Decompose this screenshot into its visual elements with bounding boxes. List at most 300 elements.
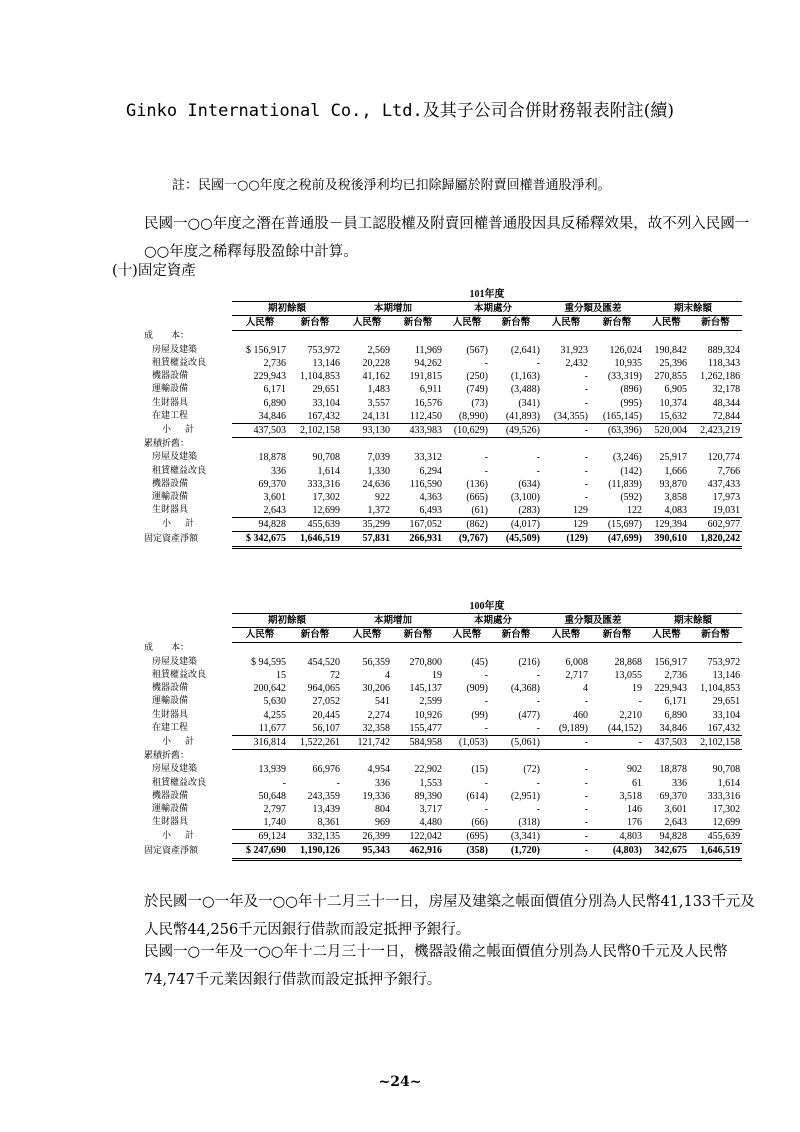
value-cell: (136) (466, 478, 488, 490)
value-cell: 72,844 (689, 410, 742, 424)
value-cell: (45) (471, 656, 488, 668)
row-label: 生財器具 (152, 709, 189, 720)
value-cell: 12,699 (288, 504, 342, 518)
value-cell: (15) (471, 764, 488, 776)
value-cell: 61 (632, 777, 642, 789)
value-cell: 964,065 (307, 683, 340, 695)
currency-header-ntd: 新台幣 (392, 628, 444, 642)
value-cell (542, 642, 590, 656)
value-cell: 24,131 (342, 410, 392, 424)
value-cell: - (542, 423, 590, 437)
value-cell: - (542, 844, 590, 859)
value-cell: (9,767) (444, 532, 490, 547)
value-cell: 6,890 (263, 397, 286, 409)
currency-header-ntd: 新台幣 (490, 316, 542, 330)
value-cell: 1,104,853 (300, 371, 340, 383)
table-row (142, 410, 742, 424)
value-cell: 120,774 (707, 452, 741, 464)
value-cell (644, 750, 689, 764)
value-cell: 6,493 (392, 504, 444, 518)
fixed-assets-table-100 (142, 600, 742, 861)
footnote: 註：民國一○○年度之稅前及稅後淨利均已扣除歸屬於附賣回權普通股淨利。 (172, 178, 611, 193)
value-cell: 121,742 (342, 735, 392, 749)
currency-header-ntd: 新台幣 (689, 628, 742, 642)
value-cell: 6,905 (664, 384, 687, 396)
value-cell: 12,699 (689, 816, 742, 830)
table-row (142, 709, 742, 722)
value-cell: (3,341) (490, 830, 542, 844)
value-cell: - (584, 803, 588, 815)
value-cell: 4,363 (419, 491, 442, 503)
value-cell: (44,152) (590, 722, 644, 736)
table-row (142, 776, 742, 789)
value-cell: 922 (375, 491, 390, 503)
table-row (142, 438, 742, 452)
value-cell: 229,943 (654, 683, 687, 695)
value-cell: 243,359 (307, 790, 340, 802)
value-cell: (283) (490, 504, 542, 518)
value-cell (590, 330, 644, 344)
table-row (142, 357, 742, 370)
value-cell: 3,601 (263, 491, 286, 503)
year-header-row (142, 600, 742, 614)
value-cell: (3,488) (510, 384, 540, 396)
value-cell: 50,648 (258, 790, 286, 802)
value-cell (490, 750, 542, 764)
year-label: 101年度 (232, 288, 742, 302)
value-cell: 122 (590, 504, 644, 518)
value-cell: 336 (672, 777, 687, 789)
currency-header-rmb: 人民幣 (342, 628, 392, 642)
value-cell: 3,557 (367, 397, 390, 409)
table-row (142, 816, 742, 830)
value-cell: 902 (627, 764, 642, 776)
currency-header-rmb: 人民幣 (232, 316, 288, 330)
value-cell: 13,146 (712, 670, 741, 682)
value-cell: 2,102,158 (689, 735, 742, 749)
value-cell: (1,163) (510, 371, 540, 383)
value-cell: (72) (523, 764, 540, 776)
value-cell: 26,399 (342, 830, 392, 844)
value-cell: (749) (466, 384, 488, 396)
value-cell (288, 642, 342, 656)
value-cell: - (444, 722, 490, 736)
table-row (142, 451, 742, 464)
table-row (142, 790, 742, 803)
value-cell (542, 750, 590, 764)
row-label: 租賃權益改良 (152, 465, 207, 476)
row-label: 房屋及建築 (152, 452, 198, 463)
row-label: 固定資產淨額 (144, 845, 199, 856)
value-cell: 93,870 (659, 478, 687, 490)
value-cell: 118,343 (707, 358, 741, 370)
value-cell: 146 (627, 803, 642, 815)
table-row (142, 803, 742, 816)
value-cell (342, 750, 392, 764)
blank-cell (142, 614, 232, 628)
value-cell (342, 438, 392, 452)
value-cell: 18,878 (258, 452, 286, 464)
paragraph-buildings-pledge: 於民國一○一年及一○○年十二月三十一日，房屋及建築之帳面價值分別為人民幣41,133千元及人民幣44,256千元因銀行借款而設定抵押予銀行。 (144, 894, 755, 938)
value-cell: 270,800 (409, 656, 442, 668)
value-cell: (34,355) (542, 410, 590, 424)
row-label: 在建工程 (152, 411, 189, 422)
value-cell: (1,720) (490, 844, 542, 859)
value-cell: 29,651 (312, 384, 340, 396)
currency-header-rmb: 人民幣 (342, 316, 392, 330)
value-cell: 455,639 (288, 518, 342, 532)
value-cell: (5,061) (490, 735, 542, 749)
blank-cell (142, 288, 232, 302)
value-cell: $ 94,595 (251, 656, 286, 668)
value-cell: 462,916 (392, 844, 444, 859)
value-cell: 3,601 (664, 803, 687, 815)
value-cell: (66) (444, 816, 490, 830)
value-cell: 4 (583, 683, 588, 695)
value-cell: 6,890 (664, 709, 687, 721)
value-cell: 541 (375, 696, 390, 708)
value-cell (342, 642, 392, 656)
blank-cell (142, 316, 232, 330)
value-cell: 1,666 (664, 465, 687, 477)
value-cell: 34,846 (644, 722, 689, 736)
value-cell (392, 330, 444, 344)
value-cell: 126,024 (609, 344, 642, 356)
value-cell: - (584, 696, 588, 708)
value-cell: 4,255 (263, 709, 286, 721)
value-cell: (995) (620, 397, 642, 409)
value-cell: 30,206 (362, 683, 390, 695)
table-row (142, 383, 742, 396)
value-cell: (4,368) (510, 683, 540, 695)
value-cell: 7,766 (717, 465, 741, 477)
value-cell: (614) (466, 790, 488, 802)
table-row (142, 491, 742, 504)
value-cell: 11,677 (232, 722, 288, 736)
value-cell: (634) (518, 478, 540, 490)
value-cell: 94,828 (232, 518, 288, 532)
row-label: 小計 (162, 519, 209, 530)
value-cell: 390,610 (644, 532, 689, 547)
value-cell: 1,614 (717, 777, 741, 789)
value-cell: (33,319) (607, 371, 642, 383)
value-cell: 90,708 (712, 764, 741, 776)
value-cell: (567) (466, 344, 488, 356)
value-cell: (41,893) (490, 410, 542, 424)
value-cell: (2,641) (510, 344, 540, 356)
value-cell: 2,643 (232, 504, 288, 518)
value-cell: - (584, 465, 588, 477)
value-cell: - (584, 491, 588, 503)
table-row (142, 830, 742, 844)
value-cell: (3,246) (612, 452, 642, 464)
value-cell: (909) (466, 683, 488, 695)
value-cell: 16,576 (414, 397, 442, 409)
currency-header-rmb: 人民幣 (644, 628, 689, 642)
table-row (142, 763, 742, 776)
value-cell: 1,614 (317, 465, 340, 477)
value-cell (444, 330, 490, 344)
value-cell: 1,372 (342, 504, 392, 518)
value-cell: 28,868 (614, 656, 642, 668)
column-group-header: 期末餘額 (644, 302, 742, 316)
value-cell: - (584, 384, 588, 396)
value-cell: (47,699) (590, 532, 644, 547)
value-cell: 15,632 (644, 410, 689, 424)
value-cell: 2,274 (367, 709, 390, 721)
value-cell: 35,299 (342, 518, 392, 532)
value-cell: 1,553 (419, 777, 442, 789)
row-label: 在建工程 (152, 723, 189, 734)
value-cell: 112,450 (392, 410, 444, 424)
value-cell: 969 (342, 816, 392, 830)
value-cell: - (584, 478, 588, 490)
group-header-row (142, 302, 742, 316)
currency-header-rmb: 人民幣 (644, 316, 689, 330)
value-cell: 122,042 (392, 830, 444, 844)
row-label: 固定資產淨額 (144, 533, 199, 544)
row-label: 租賃權益改良 (152, 670, 207, 681)
value-cell: 336 (375, 777, 390, 789)
value-cell: 17,302 (712, 803, 741, 815)
year-header-row (142, 288, 742, 302)
table-row (142, 478, 742, 491)
value-cell (644, 642, 689, 656)
value-cell: 25,917 (659, 452, 687, 464)
column-group-header: 期初餘額 (232, 302, 342, 316)
value-cell: - (536, 465, 540, 477)
value-cell: 2,736 (263, 358, 286, 370)
value-cell (232, 642, 288, 656)
value-cell (590, 642, 644, 656)
value-cell: 10,374 (659, 397, 687, 409)
value-cell: (3,100) (510, 491, 540, 503)
currency-header-rmb: 人民幣 (232, 628, 288, 642)
value-cell: (99) (471, 709, 488, 721)
value-cell: (4,017) (490, 518, 542, 532)
value-cell: - (490, 722, 542, 736)
value-cell (689, 750, 742, 764)
table-row (142, 844, 742, 859)
value-cell: - (484, 465, 488, 477)
value-cell (590, 750, 644, 764)
table-row (142, 735, 742, 749)
row-label: 機器設備 (152, 478, 189, 489)
value-cell (644, 438, 689, 452)
row-label: 房屋及建築 (152, 764, 198, 775)
value-cell: - (536, 696, 540, 708)
blank-cell (142, 302, 232, 316)
column-group-header: 本期增加 (342, 302, 444, 316)
value-cell: 48,344 (712, 397, 741, 409)
section-title: (十)固定資產 (112, 263, 196, 279)
value-cell (644, 330, 689, 344)
value-cell: 94,262 (414, 358, 442, 370)
title-company: Ginko International Co., Ltd. (125, 101, 423, 121)
value-cell: - (484, 696, 488, 708)
value-cell: 2,569 (367, 344, 390, 356)
value-cell: (63,396) (590, 423, 644, 437)
table-row (142, 682, 742, 695)
value-cell: 6,294 (419, 465, 442, 477)
value-cell (490, 438, 542, 452)
row-label: 運輸設備 (152, 696, 189, 707)
value-cell: 15 (276, 670, 286, 682)
value-cell: 72 (330, 670, 340, 682)
value-cell: 66,976 (312, 764, 340, 776)
table-row (142, 518, 742, 532)
value-cell: (1,053) (444, 735, 490, 749)
value-cell (392, 438, 444, 452)
value-cell: 455,639 (689, 830, 742, 844)
value-cell: 95,343 (342, 844, 392, 859)
value-cell: (15,697) (590, 518, 644, 532)
table-row (142, 656, 742, 669)
value-cell: 4,083 (644, 504, 689, 518)
value-cell: 1,740 (232, 816, 288, 830)
value-cell: 6,171 (664, 696, 687, 708)
value-cell (288, 438, 342, 452)
value-cell (288, 750, 342, 764)
value-cell: 200,642 (253, 683, 286, 695)
value-cell: 32,358 (342, 722, 392, 736)
value-cell: (10,629) (444, 423, 490, 437)
value-cell (542, 438, 590, 452)
value-cell: 584,958 (392, 735, 444, 749)
value-cell: 4,803 (590, 830, 644, 844)
value-cell: (49,526) (490, 423, 542, 437)
value-cell: - (584, 764, 588, 776)
value-cell: 437,503 (644, 735, 689, 749)
value-cell (689, 642, 742, 656)
value-cell (590, 438, 644, 452)
value-cell: (142) (620, 465, 642, 477)
value-cell: - (484, 777, 488, 789)
value-cell: 8,361 (288, 816, 342, 830)
value-cell: 2,717 (565, 670, 588, 682)
value-cell: 25,396 (659, 358, 687, 370)
value-cell: 437,503 (232, 423, 288, 437)
value-cell: 129 (542, 504, 590, 518)
value-cell: - (590, 735, 644, 749)
value-cell: 19 (432, 670, 442, 682)
row-label: 房屋及建築 (152, 344, 198, 355)
currency-header-ntd: 新台幣 (689, 316, 742, 330)
value-cell: 89,390 (414, 790, 442, 802)
row-label: 累積折舊： (144, 750, 190, 761)
value-cell (444, 750, 490, 764)
table-row (142, 397, 742, 410)
table-row (142, 695, 742, 708)
value-cell: 1,483 (367, 384, 390, 396)
column-group-header: 本期處分 (444, 302, 542, 316)
value-cell: 1,104,853 (700, 683, 741, 695)
value-cell: 18,878 (659, 764, 687, 776)
value-cell: 167,432 (288, 410, 342, 424)
value-cell: 804 (375, 803, 390, 815)
value-cell: - (584, 777, 588, 789)
value-cell: 167,052 (392, 518, 444, 532)
value-cell: 11,969 (414, 344, 442, 356)
value-cell: 19 (632, 683, 642, 695)
value-cell: - (536, 777, 540, 789)
value-cell: 190,842 (654, 344, 687, 356)
value-cell: 13,146 (312, 358, 340, 370)
value-cell: $ 156,917 (246, 344, 286, 356)
value-cell: 17,973 (712, 491, 741, 503)
table-row (142, 642, 742, 656)
value-cell: 32,178 (712, 384, 741, 396)
value-cell: - (542, 735, 590, 749)
value-cell (490, 642, 542, 656)
row-label: 房屋及建築 (152, 656, 198, 667)
value-cell: 2,599 (419, 696, 442, 708)
currency-header-row (142, 316, 742, 330)
table-row (142, 344, 742, 357)
value-cell: 332,135 (288, 830, 342, 844)
value-cell: - (484, 803, 488, 815)
table-row (142, 370, 742, 383)
value-cell: (165,145) (590, 410, 644, 424)
currency-header-rmb: 人民幣 (444, 628, 490, 642)
value-cell: 33,312 (414, 452, 442, 464)
value-cell (288, 330, 342, 344)
currency-header-rmb: 人民幣 (542, 628, 590, 642)
value-cell: 69,124 (232, 830, 288, 844)
value-cell: $ 342,675 (232, 532, 288, 547)
table-row (142, 669, 742, 682)
value-cell: 433,983 (392, 423, 444, 437)
value-cell: 1,262,186 (700, 371, 741, 383)
value-cell: 6,171 (263, 384, 286, 396)
value-cell: 2,643 (644, 816, 689, 830)
row-label: 生財器具 (152, 817, 189, 828)
page-number: ~24~ (378, 1074, 422, 1090)
currency-header-ntd: 新台幣 (490, 628, 542, 642)
value-cell: (61) (444, 504, 490, 518)
group-header-row (142, 614, 742, 628)
value-cell (232, 438, 288, 452)
paragraph-machinery-pledge: 民國一○一年及一○○年十二月三十一日，機器設備之帳面價值分別為人民幣0千元及人民幣74,747千元業因銀行借款而設定抵押予銀行。 (144, 944, 728, 988)
row-label: 運輸設備 (152, 384, 189, 395)
value-cell: 13,939 (258, 764, 286, 776)
row-label: 累積折舊： (144, 438, 190, 449)
column-group-header: 本期處分 (444, 614, 542, 628)
value-cell: 2,432 (565, 358, 588, 370)
value-cell (542, 330, 590, 344)
column-group-header: 本期增加 (342, 614, 444, 628)
value-cell: 1,646,519 (288, 532, 342, 547)
value-cell: 1,330 (367, 465, 390, 477)
value-cell: 2,797 (263, 803, 286, 815)
value-cell (689, 438, 742, 452)
value-cell: 20,228 (362, 358, 390, 370)
title-subject: 及其子公司合併財務報表附註(續) (422, 101, 675, 121)
column-group-header: 期末餘額 (644, 614, 742, 628)
value-cell: 602,977 (689, 518, 742, 532)
value-cell: (8,990) (444, 410, 490, 424)
value-cell: 2,102,158 (288, 423, 342, 437)
value-cell: - (584, 397, 588, 409)
value-cell (444, 438, 490, 452)
row-label: 小計 (162, 424, 209, 435)
value-cell: (216) (518, 656, 540, 668)
value-cell: 3,518 (619, 790, 642, 802)
value-cell: - (336, 777, 340, 789)
value-cell: 176 (590, 816, 644, 830)
currency-header-ntd: 新台幣 (288, 316, 342, 330)
value-cell: (4,803) (590, 844, 644, 859)
